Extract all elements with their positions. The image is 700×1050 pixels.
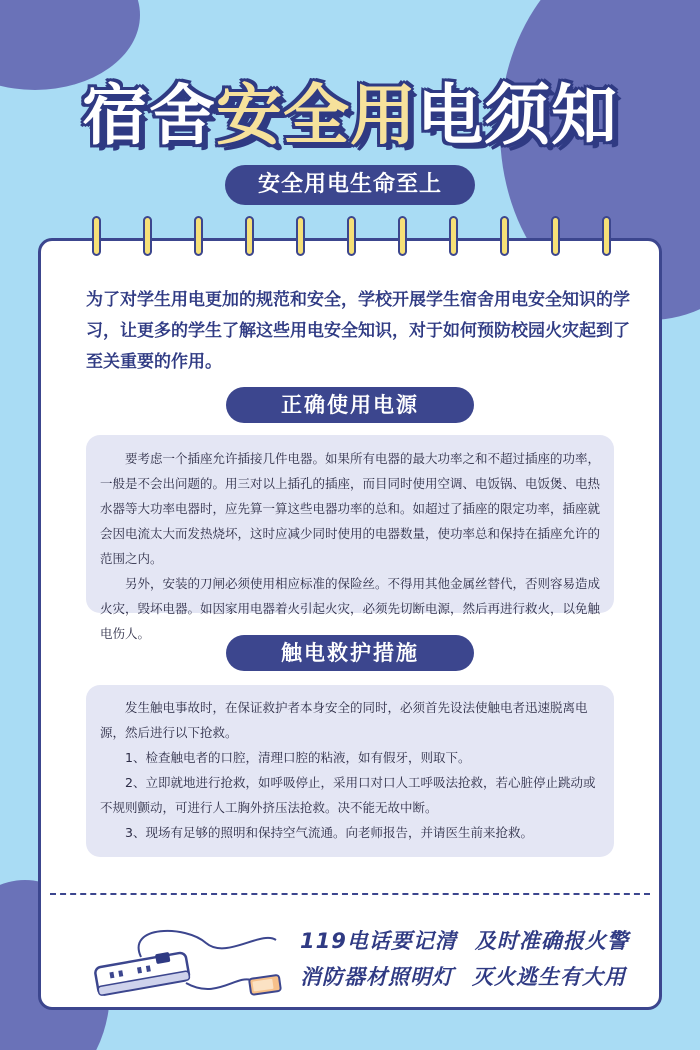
slogan-text: 灭火逃生有大用 — [472, 965, 626, 989]
binder-ring — [92, 216, 101, 256]
section-text-power-use — [100, 446, 605, 646]
list-item: 3、现场有足够的照明和保持空气流通。向老师报告，并请医生前来抢救。 — [125, 825, 533, 840]
section-text-shock-rescue — [100, 695, 605, 845]
dashed-divider — [50, 893, 650, 895]
paragraph: 另外，安装的刀闸必须使用相应标准的保险丝。不得用其他金属丝替代，否则容易造成火灾，毁坏电器。如因家用电器着火引起火灾，必须先切断电源，然后再进行救火，以免触电伤人。 — [100, 576, 601, 641]
slogan-text: 消防器材照明灯 — [300, 965, 454, 989]
section-heading-shock-rescue: 触电救护措施 — [226, 635, 474, 671]
binder-ring — [602, 216, 611, 256]
binder-ring — [500, 216, 509, 256]
page-title — [0, 62, 700, 157]
intro-paragraph: 为了对学生用电更加的规范和安全，学校开展学生宿舍用电安全知识的学习，让更多的学生了解这些用电安全知识，对于如何预防校园火灾起到了至关重要的作用。 — [86, 290, 630, 372]
slogan-line-2 — [300, 961, 660, 991]
binder-ring — [398, 216, 407, 256]
binder-ring — [245, 216, 254, 256]
list-item: 1、检查触电者的口腔，清理口腔的粘液，如有假牙，则取下。 — [125, 750, 471, 765]
binder-ring — [194, 216, 203, 256]
list-item: 2、立即就地进行抢救，如呼吸停止，采用口对口人工呼吸法抢救，若心脏停止跳动或不规则颤动，可进行人工胸外挤压法抢救。决不能无故中断。 — [100, 775, 596, 815]
binder-ring — [449, 216, 458, 256]
slogan-text: 及时准确报火警 — [474, 929, 629, 953]
subtitle-badge: 安全用电生命至上 — [225, 165, 475, 205]
binder-ring — [347, 216, 356, 256]
binder-ring — [296, 216, 305, 256]
paragraph: 要考虑一个插座允许插接几件电器。如果所有电器的最大功率之和不超过插座的功率，一般是不会出问题的。用三对以上插孔的插座，而目同时使用空调、电饭锅、电饭煲、电热水器等大功率电器时，应先算一算这些电器功率的总和。如超过了插座的限定功率，插座就会因电流太大而发热烧坏，这时应减少同时使用的电器数量，使功率总和保持在插座允许的范围之内。 — [100, 451, 601, 566]
slogan-line-1 — [300, 925, 660, 955]
title-part-1: 宿舍 — [82, 77, 216, 154]
paragraph: 发生触电事故时，在保证救护者本身安全的同时，必须首先设法使触电者迅速脱离电源，然后进行以下抢救。 — [100, 700, 588, 740]
power-strip-illustration — [86, 905, 316, 1005]
binder-ring — [551, 216, 560, 256]
binder-ring — [143, 216, 152, 256]
section-heading-power-use: 正确使用电源 — [226, 387, 474, 423]
slogan-text: 119电话要记清 — [300, 929, 457, 953]
title-part-3: 电须知 — [417, 77, 618, 154]
title-part-2: 安全用 — [216, 77, 417, 154]
